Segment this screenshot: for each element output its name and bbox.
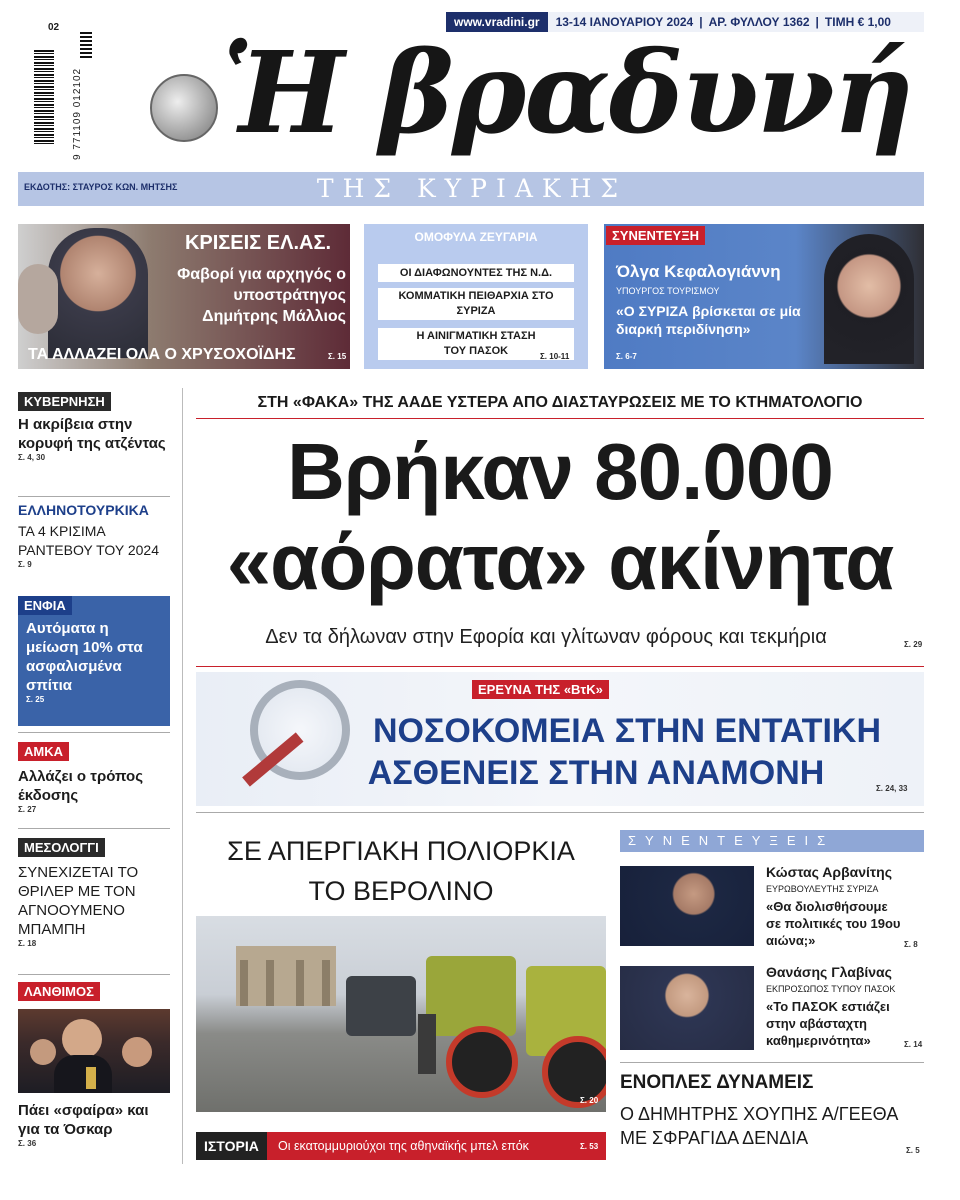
sidebar-enfia[interactable]	[18, 596, 170, 726]
interviews-header: ΣΥΝΕΝΤΕΥΞΕΙΣ	[620, 830, 924, 852]
history-tag: ΙΣΤΟΡΙΑ	[196, 1132, 267, 1160]
berlin-line-2: ΤΟ ΒΕΡΟΛΙΝΟ	[308, 876, 494, 906]
glavinas-quote: «Το ΠΑΣΟΚ εστιάζει στην αβάσταχτη καθημερινότητα»	[766, 999, 890, 1048]
top-info-bar: www.vradini.gr 13-14 ΙΑΝΟΥΑΡΙΟΥ 2024 | ΑΡ. ΦΥΛΛΟΥ 1362 | ΤΙΜΗ € 1,00	[446, 12, 924, 32]
promo-couples-page: Σ. 10-11	[540, 352, 570, 361]
promo-interview[interactable]	[604, 224, 924, 369]
mesologgi-text: ΣΥΝΕΧΙΖΕΤΑΙ ΤΟ ΘΡΙΛΕΡ ΜΕ ΤΟΝ ΑΓΝΟΟΥΜΕΝΟ ΜΠΑΜΠΗ	[18, 864, 139, 938]
coin-emblem	[150, 74, 218, 142]
main-headline-2[interactable]: «αόρατα» ακίνητα	[226, 517, 894, 606]
promo-interview-role: ΥΠΟΥΡΓΟΣ ΤΟΥΡΙΣΜΟΥ	[616, 286, 720, 296]
amka-page: Σ. 27	[18, 805, 37, 814]
armed-forces-title: ΕΝΟΠΛΕΣ ΔΥΝΑΜΕΙΣ	[620, 1072, 814, 1093]
tag-enfia: ΕΝΦΙΑ	[18, 596, 72, 615]
photo-glavinas	[620, 966, 754, 1050]
promo-interview-page: Σ. 6-7	[616, 352, 637, 361]
main-kicker: ΣΤΗ «ΦΑΚΑ» ΤΗΣ ΑΑΔΕ ΥΣΤΕΡΑ ΑΠΟ ΔΙΑΣΤΑΥΡΩΣΕΙΣ ΜΕ ΤΟ ΚΤΗΜΑΤΟΛΟΓΙΟ	[257, 394, 863, 411]
history-text: Οι εκατομμυριούχοι της αθηναϊκής μπελ επόκ	[278, 1139, 529, 1153]
promo-interview-tag: ΣΥΝΕΝΤΕΥΞΗ	[606, 226, 705, 245]
history-bar[interactable]	[196, 1132, 606, 1160]
arvanitis-name: Κώστας Αρβανίτης	[766, 864, 892, 880]
main-page: Σ. 29	[904, 640, 923, 649]
kyvernisi-page: Σ. 4, 30	[18, 453, 46, 462]
promo-elas-text: Φαβορί για αρχηγός ο υποστράτηγος Δημήτρης Μάλλιος	[177, 266, 346, 325]
photo-arvanitis	[620, 866, 754, 946]
hospitals-line-2: ΑΣΘΕΝΕΙΣ ΣΤΗΝ ΑΝΑΜΟΝΗ	[367, 754, 825, 792]
couples-item-2: ΚΟΜΜΑΤΙΚΗ ΠΕΙΘΑΡΧΙΑ ΣΤΟ ΣΥΡΙΖΑ	[378, 288, 574, 320]
amka-text: Αλλάζει ο τρόπος έκδοσης	[18, 768, 143, 804]
enfia-page: Σ. 25	[26, 695, 45, 704]
armed-forces-page: Σ. 5	[906, 1146, 920, 1155]
photo-chrysochoidis	[48, 228, 148, 358]
kyvernisi-text: Η ακρίβεια στην κορυφή της ατζέντας	[18, 416, 166, 452]
hospitals-line-1: ΝΟΣΟΚΟΜΕΙΑ ΣΤΗΝ ΕΝΤΑΤΙΚΗ	[373, 712, 881, 750]
arvanitis-role: ΕΥΡΩΒΟΥΛΕΥΤΗΣ ΣΥΡΙΖΑ	[766, 884, 879, 894]
issue-date: 13-14 ΙΑΝΟΥΑΡΙΟΥ 2024	[555, 15, 694, 29]
tag-mesologgi: ΜΕΣΟΛΟΓΓΙ	[18, 838, 105, 857]
issue-price: ΤΙΜΗ € 1,00	[824, 15, 891, 29]
sidebar-lanthimos[interactable]	[18, 982, 170, 1148]
promo-elas-page: Σ. 15	[328, 352, 347, 361]
interview-glavinas[interactable]	[620, 964, 924, 1054]
glavinas-name: Θανάσης Γλαβίνας	[766, 964, 892, 980]
masthead-subtitle: ΤΗΣ ΚΥΡΙΑΚΗΣ	[316, 174, 628, 203]
promo-elas-footer: ΤΑ ΑΛΛΑΖΕΙ ΟΛΑ Ο ΧΡΥΣΟΧΟΪΔΗΣ	[28, 346, 296, 363]
glavinas-role: ΕΚΠΡΟΣΩΠΟΣ ΤΥΠΟΥ ΠΑΣΟΚ	[766, 984, 896, 994]
lanthimos-text: Πάει «σφαίρα» και για τα Όσκαρ	[18, 1102, 149, 1138]
barcode-number: 9 771109 012102	[72, 67, 83, 160]
hospitals-tag: ΕΡΕΥΝΑ ΤΗΣ «ΒτΚ»	[472, 680, 609, 699]
main-deck: Δεν τα δήλωναν στην Εφορία και γλίτωναν φόρους και τεκμήρια	[265, 626, 827, 648]
issue-number: ΑΡ. ΦΥΛΛΟΥ 1362	[708, 15, 810, 29]
hospitals-section[interactable]	[196, 672, 924, 806]
barcode-top-number: 02	[48, 22, 60, 33]
arvanitis-page: Σ. 8	[904, 940, 918, 949]
barcode	[28, 22, 90, 162]
brandenburg-gate	[236, 946, 336, 1006]
barcode-bars	[34, 50, 54, 144]
photo-lanthimos	[18, 1009, 170, 1093]
promo-interview-quote: «Ο ΣΥΡΙΖΑ βρίσκεται σε μία διαρκή περιδίνηση»	[616, 303, 801, 337]
sidebar-kyvernisi[interactable]	[18, 392, 170, 462]
tractor-1	[346, 976, 416, 1036]
promo-elas[interactable]	[18, 224, 350, 369]
couples-item-1: ΟΙ ΔΙΑΦΩΝΟΥΝΤΕΣ ΤΗΣ Ν.Δ.	[378, 264, 574, 282]
hospitals-page: Σ. 24, 33	[876, 784, 908, 793]
promo-elas-title: ΚΡΙΣΕΙΣ ΕΛ.ΑΣ.	[184, 232, 332, 254]
masthead-title: Ἡ βραδυνή	[222, 28, 913, 159]
enfia-text: Αυτόματα η μείωση 10% στα ασφαλισμένα σπίτια	[26, 620, 143, 694]
berlin-page: Σ. 20	[580, 1096, 599, 1105]
photo-kefalogianni	[824, 234, 914, 364]
ellinotourkika-page: Σ. 9	[18, 560, 32, 569]
main-headline-1[interactable]: Βρήκαν 80.000	[287, 427, 833, 516]
farmer	[418, 1014, 436, 1074]
mesologgi-page: Σ. 18	[18, 939, 37, 948]
photo-berlin-tractors	[196, 916, 606, 1112]
glavinas-page: Σ. 14	[904, 1040, 923, 1049]
promo-couples[interactable]	[364, 224, 588, 369]
tag-amka: ΑΜΚΑ	[18, 742, 69, 761]
tractor-2	[426, 956, 516, 1036]
berlin-line-1: ΣΕ ΑΠΕΡΓΙΑΚΗ ΠΟΛΙΟΡΚΙΑ	[227, 836, 575, 866]
couples-item-3: Η ΑΙΝΙΓΜΑΤΙΚΗ ΣΤΑΣΗ ΤΟΥ ΠΑΣΟΚ	[378, 328, 574, 360]
lanthimos-page: Σ. 36	[18, 1139, 37, 1148]
armed-forces-story[interactable]	[620, 1072, 924, 1150]
promo-interview-name: Όλγα Κεφαλογιάννη	[616, 262, 781, 281]
tag-ellinotourkika: ΕΛΛΗΝΟΤΟΥΡΚΙΚΑ	[18, 502, 149, 518]
history-page: Σ. 53	[580, 1142, 599, 1151]
publisher-line: ΕΚΔΟΤΗΣ: ΣΤΑΥΡΟΣ ΚΩΝ. ΜΗΤΣΗΣ	[24, 182, 178, 192]
interview-arvanitis[interactable]	[620, 864, 924, 954]
tag-kyvernisi: ΚΥΒΕΡΝΗΣΗ	[18, 392, 111, 411]
website-url[interactable]: www.vradini.gr	[446, 12, 548, 32]
ellinotourkika-text: ΤΑ 4 ΚΡΙΣΙΜΑ ΡΑΝΤΕΒΟΥ ΤΟΥ 2024	[18, 523, 159, 558]
arvanitis-quote: «Θα διολισθήσουμε σε πολιτικές του 19ου αιώνα;»	[766, 899, 901, 948]
promo-couples-title: ΟΜΟΦΥΛΑ ΖΕΥΓΑΡΙΑ	[414, 230, 538, 244]
armed-forces-text: Ο ΔΗΜΗΤΡΗΣ ΧΟΥΠΗΣ Α/ΓΕΕΘΑ ΜΕ ΣΦΡΑΓΙΔΑ ΔΕΝΔΙΑ	[620, 1104, 898, 1148]
tag-lanthimos: ΛΑΝΘΙΜΟΣ	[18, 982, 100, 1001]
sidebar-amka[interactable]	[18, 742, 170, 814]
sidebar-mesologgi[interactable]	[18, 838, 170, 948]
sidebar-ellinotourkika[interactable]	[18, 502, 170, 569]
